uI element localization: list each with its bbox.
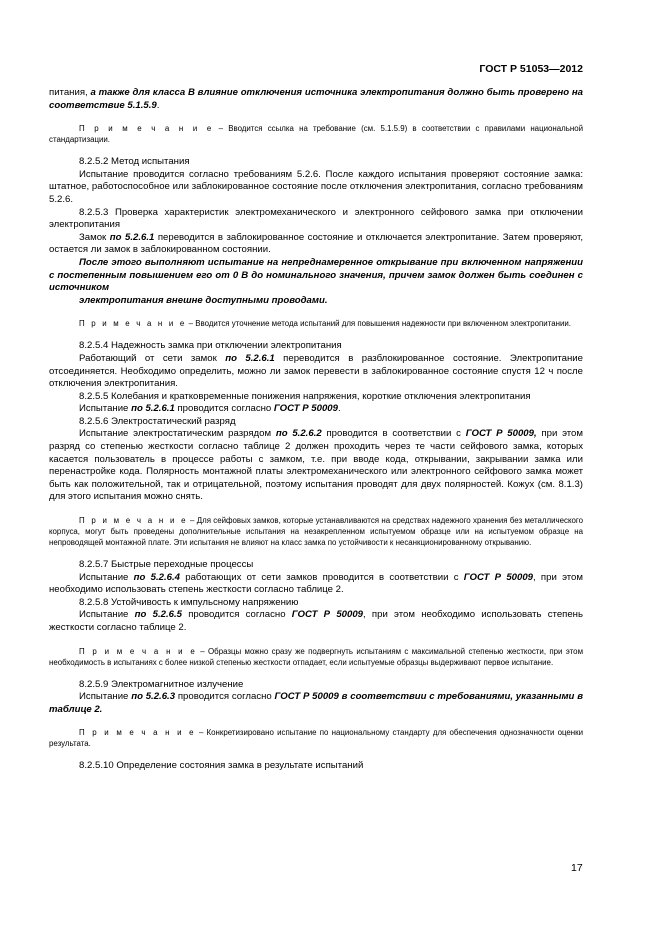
text-run: , при этом необходимо использовать степень жесткости согласно таблице 2. (49, 571, 583, 596)
body-paragraph (49, 87, 583, 112)
text-run: Испытание (79, 609, 135, 621)
body-paragraph (49, 207, 583, 232)
text-run: проводится в соответствии с (321, 428, 466, 440)
body-paragraph (49, 353, 583, 391)
text-run: питания, (49, 87, 91, 98)
text-run: Испытание электростатическим разрядом (79, 428, 276, 440)
emphasized-text: После этого выполняют испытание на непреднамеренное открывание при включенном напряжении с постепенным повышением его от 0 В до номинального значения, причем замок должен быть соединен с источником (49, 256, 583, 294)
text-run: 8.2.5.7 Быстрые переходные процессы (79, 559, 254, 571)
body-paragraph (49, 691, 583, 716)
text-run: – Для сейфовых замков, которые устанавливаются на средствах надежного хранения без металлического корпуса, могут быть проведены дополнительные испытания на незакрепленном испытуемом образце или на испытуемом образце на непроводящей монтажной плате. Эти испытания не влияют на класс замка по устойчивости к несанкционированному открыванию. (49, 516, 583, 548)
text-run: Замок (79, 231, 110, 243)
body-paragraph (49, 760, 583, 773)
body-paragraph (49, 559, 583, 572)
body-paragraph (49, 679, 583, 692)
text-run: – Вводится ссылка на требование (см. 5.1.5.9) в соответствии с правилами национальной стандартизации. (49, 124, 584, 145)
body-paragraph (49, 391, 583, 404)
text-run: 8.2.5.5 Колебания и кратковременные понижения напряжения, короткие отключения электропитания (79, 390, 531, 402)
block-spacer (49, 635, 583, 646)
body-paragraph (49, 403, 583, 416)
block-spacer (49, 145, 583, 156)
text-run: Испытание (79, 691, 132, 703)
block-spacer (49, 307, 583, 318)
emphasized-text: ГОСТ Р 50009, (465, 428, 537, 440)
emphasized-text: по 5.2.6.3 (131, 691, 176, 703)
note-label: П р и м е ч а н и е (79, 646, 197, 656)
note-label: П р и м е ч а н и е (79, 124, 214, 134)
text-run: . (156, 99, 160, 111)
text-run: – Вводится уточнение метода испытаний для повышения надежности при включенном электропитании. (186, 319, 571, 329)
text-run: переводится в заблокированное состояние и отключается электропитание. Затем проверяют, остается ли замок в заблокированном состоянии. (49, 231, 583, 256)
text-run: . (337, 403, 341, 415)
note-label: П р и м е ч а н и е (79, 319, 187, 329)
text-run: Испытание (79, 571, 134, 583)
note-paragraph (49, 123, 583, 145)
text-run: – Образцы можно сразу же подвергнуть испытаниям с максимальной степенью жесткости, при этом необходимость в испытаниях с более низкой степенью жесткости отпадает, если испытуемые образцы выдерживают первое испытание. (49, 646, 583, 667)
emphasized-text: по 5.2.6.4 (133, 571, 180, 583)
text-run: проводится согласно (175, 691, 275, 703)
body-paragraph (49, 597, 583, 610)
text-run: проводится согласно (174, 403, 274, 415)
emphasized-text: а также для класса В влияние отключения источника электропитания должно быть проверено на соответствие 5.1.5.9 (49, 87, 584, 111)
body-paragraph (49, 257, 583, 295)
text-run: , при этом необходимо использовать степень жесткости согласно таблице 2. (49, 609, 583, 633)
emphasized-text: по 5.2.6.5 (134, 609, 182, 621)
text-run: 8.2.5.4 Надежность замка при отключении электропитания (79, 340, 342, 352)
body-paragraph (49, 169, 583, 207)
text-run: работающих от сети замков проводится в соответствии с (179, 571, 464, 583)
emphasized-text: электропитания внешне доступными проводами. (79, 294, 328, 306)
body-paragraph (49, 609, 583, 634)
note-paragraph (49, 318, 583, 329)
block-spacer (49, 716, 583, 727)
block-spacer (49, 548, 583, 559)
emphasized-text: ГОСТ Р 50009 (463, 571, 534, 583)
block-spacer (49, 749, 583, 760)
note-paragraph (49, 515, 583, 548)
note-paragraph (49, 727, 583, 749)
emphasized-text: ГОСТ Р 50009 в соответствии с требованиями, указанными в таблице 2. (49, 691, 583, 715)
document-code-header: ГОСТ Р 51053—2012 (479, 63, 583, 75)
text-run: Работающий от сети замок (79, 352, 226, 364)
text-run: 8.2.5.2 Метод испытания (79, 156, 190, 168)
block-spacer (49, 504, 583, 515)
note-label: П р и м е ч а н и е (79, 728, 196, 738)
text-run: 8.2.5.8 Устойчивость к импульсному напряжению (79, 596, 299, 608)
text-run: переводится в разблокированное состояние. Электропитание отсоединяется. Необходимо определить, можно ли замок перевести в заблокированное состояние спустя 12 ч после отключения электропитания. (49, 352, 583, 390)
text-run: 8.2.5.9 Электромагнитное излучение (79, 678, 244, 690)
text-run: Испытание (79, 403, 132, 415)
body-paragraph (49, 340, 583, 353)
text-run: – Конкретизировано испытание по национальному стандарту для обеспечения однозначности оценки результата. (49, 728, 583, 749)
text-run: проводится согласно (181, 609, 292, 621)
body-paragraph (49, 295, 583, 308)
block-spacer (49, 668, 583, 679)
emphasized-text: по 5.2.6.1 (225, 352, 275, 364)
text-run: 8.2.5.6 Электростатический разряд (79, 415, 236, 427)
page-body (49, 87, 583, 773)
body-paragraph (49, 156, 583, 169)
note-label: П р и м е ч а н и е (79, 516, 188, 526)
text-run: 8.2.5.10 Определение состояния замка в результате испытаний (79, 760, 364, 772)
emphasized-text: ГОСТ Р 50009 (273, 403, 338, 415)
body-paragraph (49, 572, 583, 597)
emphasized-text: по 5.2.6.1 (131, 403, 175, 415)
body-paragraph (49, 232, 583, 257)
note-paragraph (49, 646, 583, 668)
emphasized-text: по 5.2.6.2 (275, 428, 322, 440)
text-run: при этом разряд со степенью жесткости согласно таблице 2 должен проходить через те части сейфового замка, которых касается пользователь в процессе работы с замком, т.е. при вводе кода, открывании, закрывании замка или перенастройке кода. Полярность монтажной платы электромеханического или электронного сейфового замка может быть как положительной, так и отрицательной, поэтому испытания проводят для двух полярностей. Кожух (см. 8.1.3) для этого испытания можно снять. (49, 428, 583, 503)
emphasized-text: ГОСТ Р 50009 (291, 609, 364, 621)
text-run: 8.2.5.3 Проверка характеристик электромеханического и электронного сейфового замка при отключении электропитания (49, 206, 583, 231)
emphasized-text: по 5.2.6.1 (109, 231, 155, 243)
text-run: Испытание проводится согласно требованиям 5.2.6. После каждого испытания проверяют состояние замка: штатное, работоспособное или заблокированное состояние после отключения электропитания, согласно требованиям 5.2.6. (49, 168, 583, 205)
body-paragraph (49, 416, 583, 429)
page-number: 17 (571, 862, 583, 874)
block-spacer (49, 112, 583, 123)
block-spacer (49, 329, 583, 340)
body-paragraph (49, 428, 583, 504)
